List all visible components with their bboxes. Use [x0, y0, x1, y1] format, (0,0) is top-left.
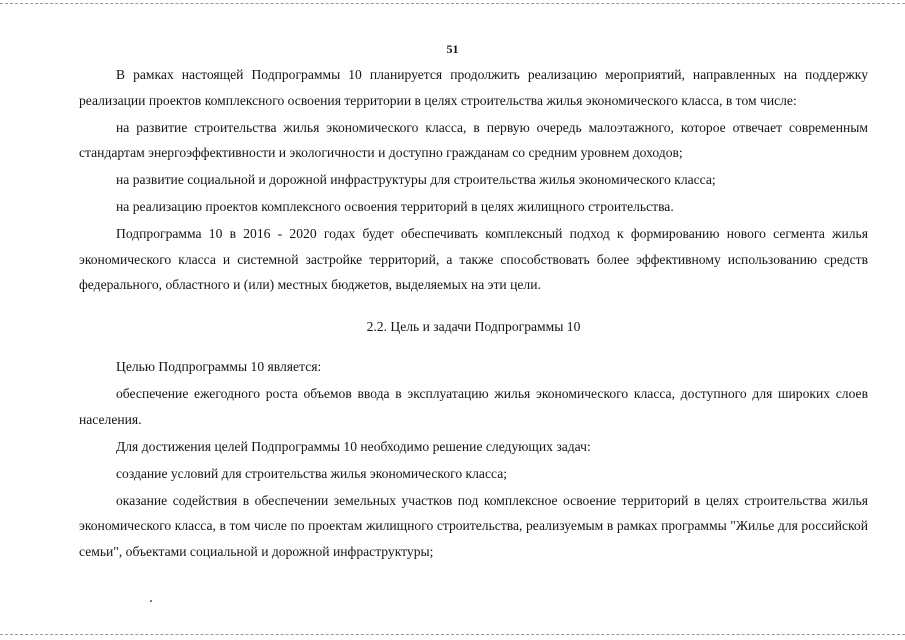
top-scan-border: [0, 3, 905, 4]
paragraph: обеспечение ежегодного роста объемов ввода в эксплуатацию жилья экономического класса, доступного для широких слоев населения.: [79, 386, 868, 427]
paragraph: В рамках настоящей Подпрограммы 10 планируется продолжить реализацию мероприятий, направленных на поддержку реализации проектов комплексного освоения территории в целях строительства жилья экономического класса, в том числе:: [79, 67, 868, 108]
paragraph: на развитие строительства жилья экономического класса, в первую очередь малоэтажного, которое отвечает современным стандартам энергоэффективности и экологичности и доступно гражданам со средним уровнем доходов;: [79, 119, 868, 160]
paragraph: Для достижения целей Подпрограммы 10 необходимо решение следующих задач:: [116, 438, 591, 454]
paragraph: Целью Подпрограммы 10 является:: [116, 359, 322, 374]
paragraph: оказание содействия в обеспечении земельных участков под комплексное освоение территорий в целях строительства жилья экономического класса, в том числе по проектам жилищного строительства, реализуемым в рамках программы "Жилье для российской семьи", объектами социальной и дорожной инфраструктуры;: [79, 492, 868, 559]
paragraph: на развитие социальной и дорожной инфраструктуры для строительства жилья экономического класса;: [116, 172, 716, 187]
section-heading: 2.2. Цель и задачи Подпрограммы 10: [366, 318, 581, 334]
paragraph: Подпрограмма 10 в 2016 - 2020 годах будет обеспечивать комплексный подход к формированию нового сегмента жилья экономического класса и системной застройке территорий, а также способствовать более эффективному использованию средств федерального, областного и (или) местных бюджетов, выделяемых на эти цели.: [79, 226, 868, 292]
document-body: [79, 62, 868, 566]
page-number: 51: [446, 42, 459, 56]
paragraph: создание условий для строительства жилья экономического класса;: [116, 465, 508, 481]
scan-speck: [150, 600, 152, 602]
bottom-scan-border: [0, 634, 905, 635]
paragraph: на реализацию проектов комплексного освоения территорий в целях жилищного строительства.: [116, 199, 674, 214]
